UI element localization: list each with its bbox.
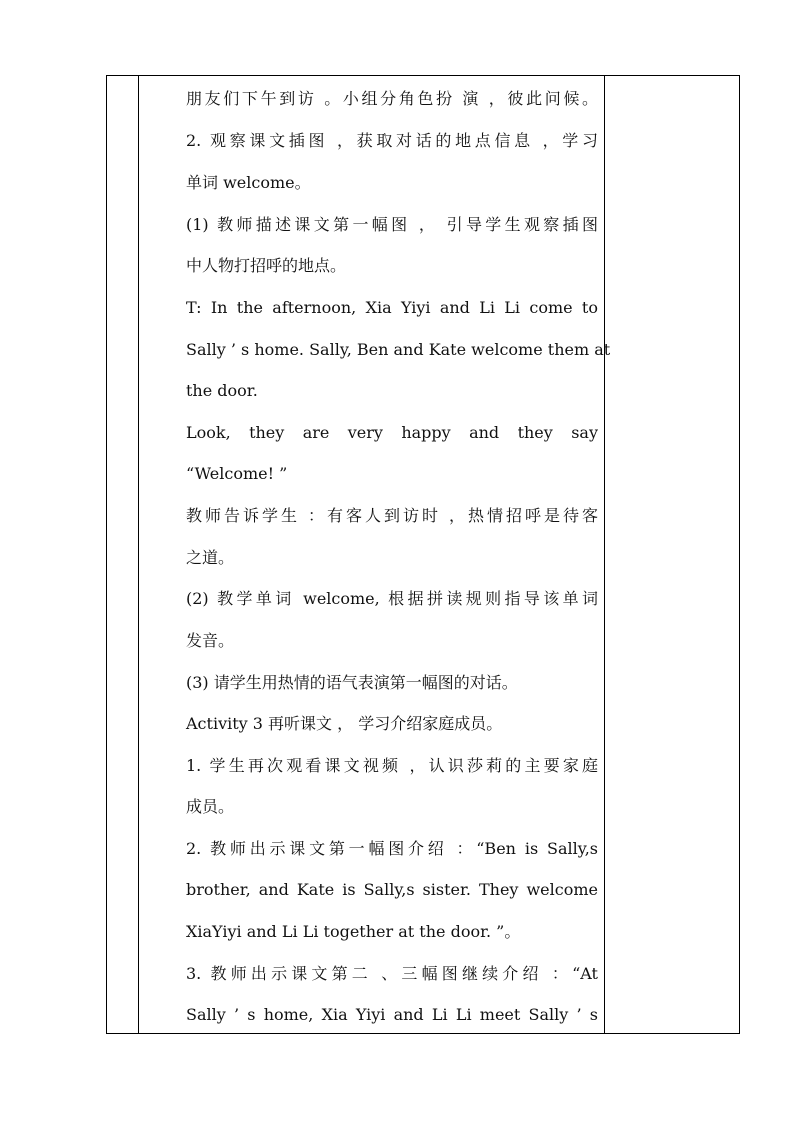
column-divider-left [138, 76, 139, 1033]
text-line: 发音。 [186, 631, 235, 650]
text-line: 教师告诉学生 ：有客人到访时 ，热情招呼是待客 [186, 506, 598, 525]
text-line: 单词 welcome。 [186, 173, 311, 192]
text-line: XiaYiyi and Li Li together at the door. ”。 [186, 922, 521, 941]
text-line: (3) 请学生用热情的语气表演第一幅图的对话。 [186, 673, 518, 692]
text-line: Look, they are very happy and they say [186, 423, 598, 442]
text-line: the door. [186, 381, 258, 400]
text-line: 成员。 [186, 797, 235, 816]
text-line: (2) 教学单词 welcome, 根据拼读规则指导该单词 [186, 589, 598, 608]
text-line: Sally ’ s home, Xia Yiyi and Li Li meet Sally ’ s [186, 1005, 598, 1024]
lesson-table [106, 75, 740, 1034]
text-line: 朋友们下午到访 。小组分角色扮 演 ，彼此问候。 [186, 89, 598, 108]
text-line: 1. 学生再次观看课文视频 ，认识莎莉的主要家庭 [186, 756, 598, 775]
text-line: 之道。 [186, 548, 235, 567]
text-line: T: In the afternoon, Xia Yiyi and Li Li come to [186, 298, 598, 317]
column-divider-right [604, 76, 605, 1033]
text-line: Activity 3 再听课文 ， 学习介绍家庭成员。 [186, 714, 503, 733]
text-line: 3. 教师出示课文第二 、三幅图继续介绍 ：“At [186, 964, 598, 983]
text-line: (1) 教师描述课文第一幅图 ， 引导学生观察插图 [186, 215, 598, 234]
text-line: “Welcome! ” [186, 464, 288, 483]
text-line: 2. 教师出示课文第一幅图介绍 ：“Ben is Sally,s [186, 839, 598, 858]
text-line: brother, and Kate is Sally,s sister. They welcome [186, 880, 598, 899]
text-line: 2. 观察课文插图 ，获取对话的地点信息 ，学习 [186, 131, 598, 150]
text-line: Sally ’ s home. Sally, Ben and Kate welcome them at [186, 340, 611, 359]
text-line: 中人物打招呼的地点。 [186, 256, 347, 275]
